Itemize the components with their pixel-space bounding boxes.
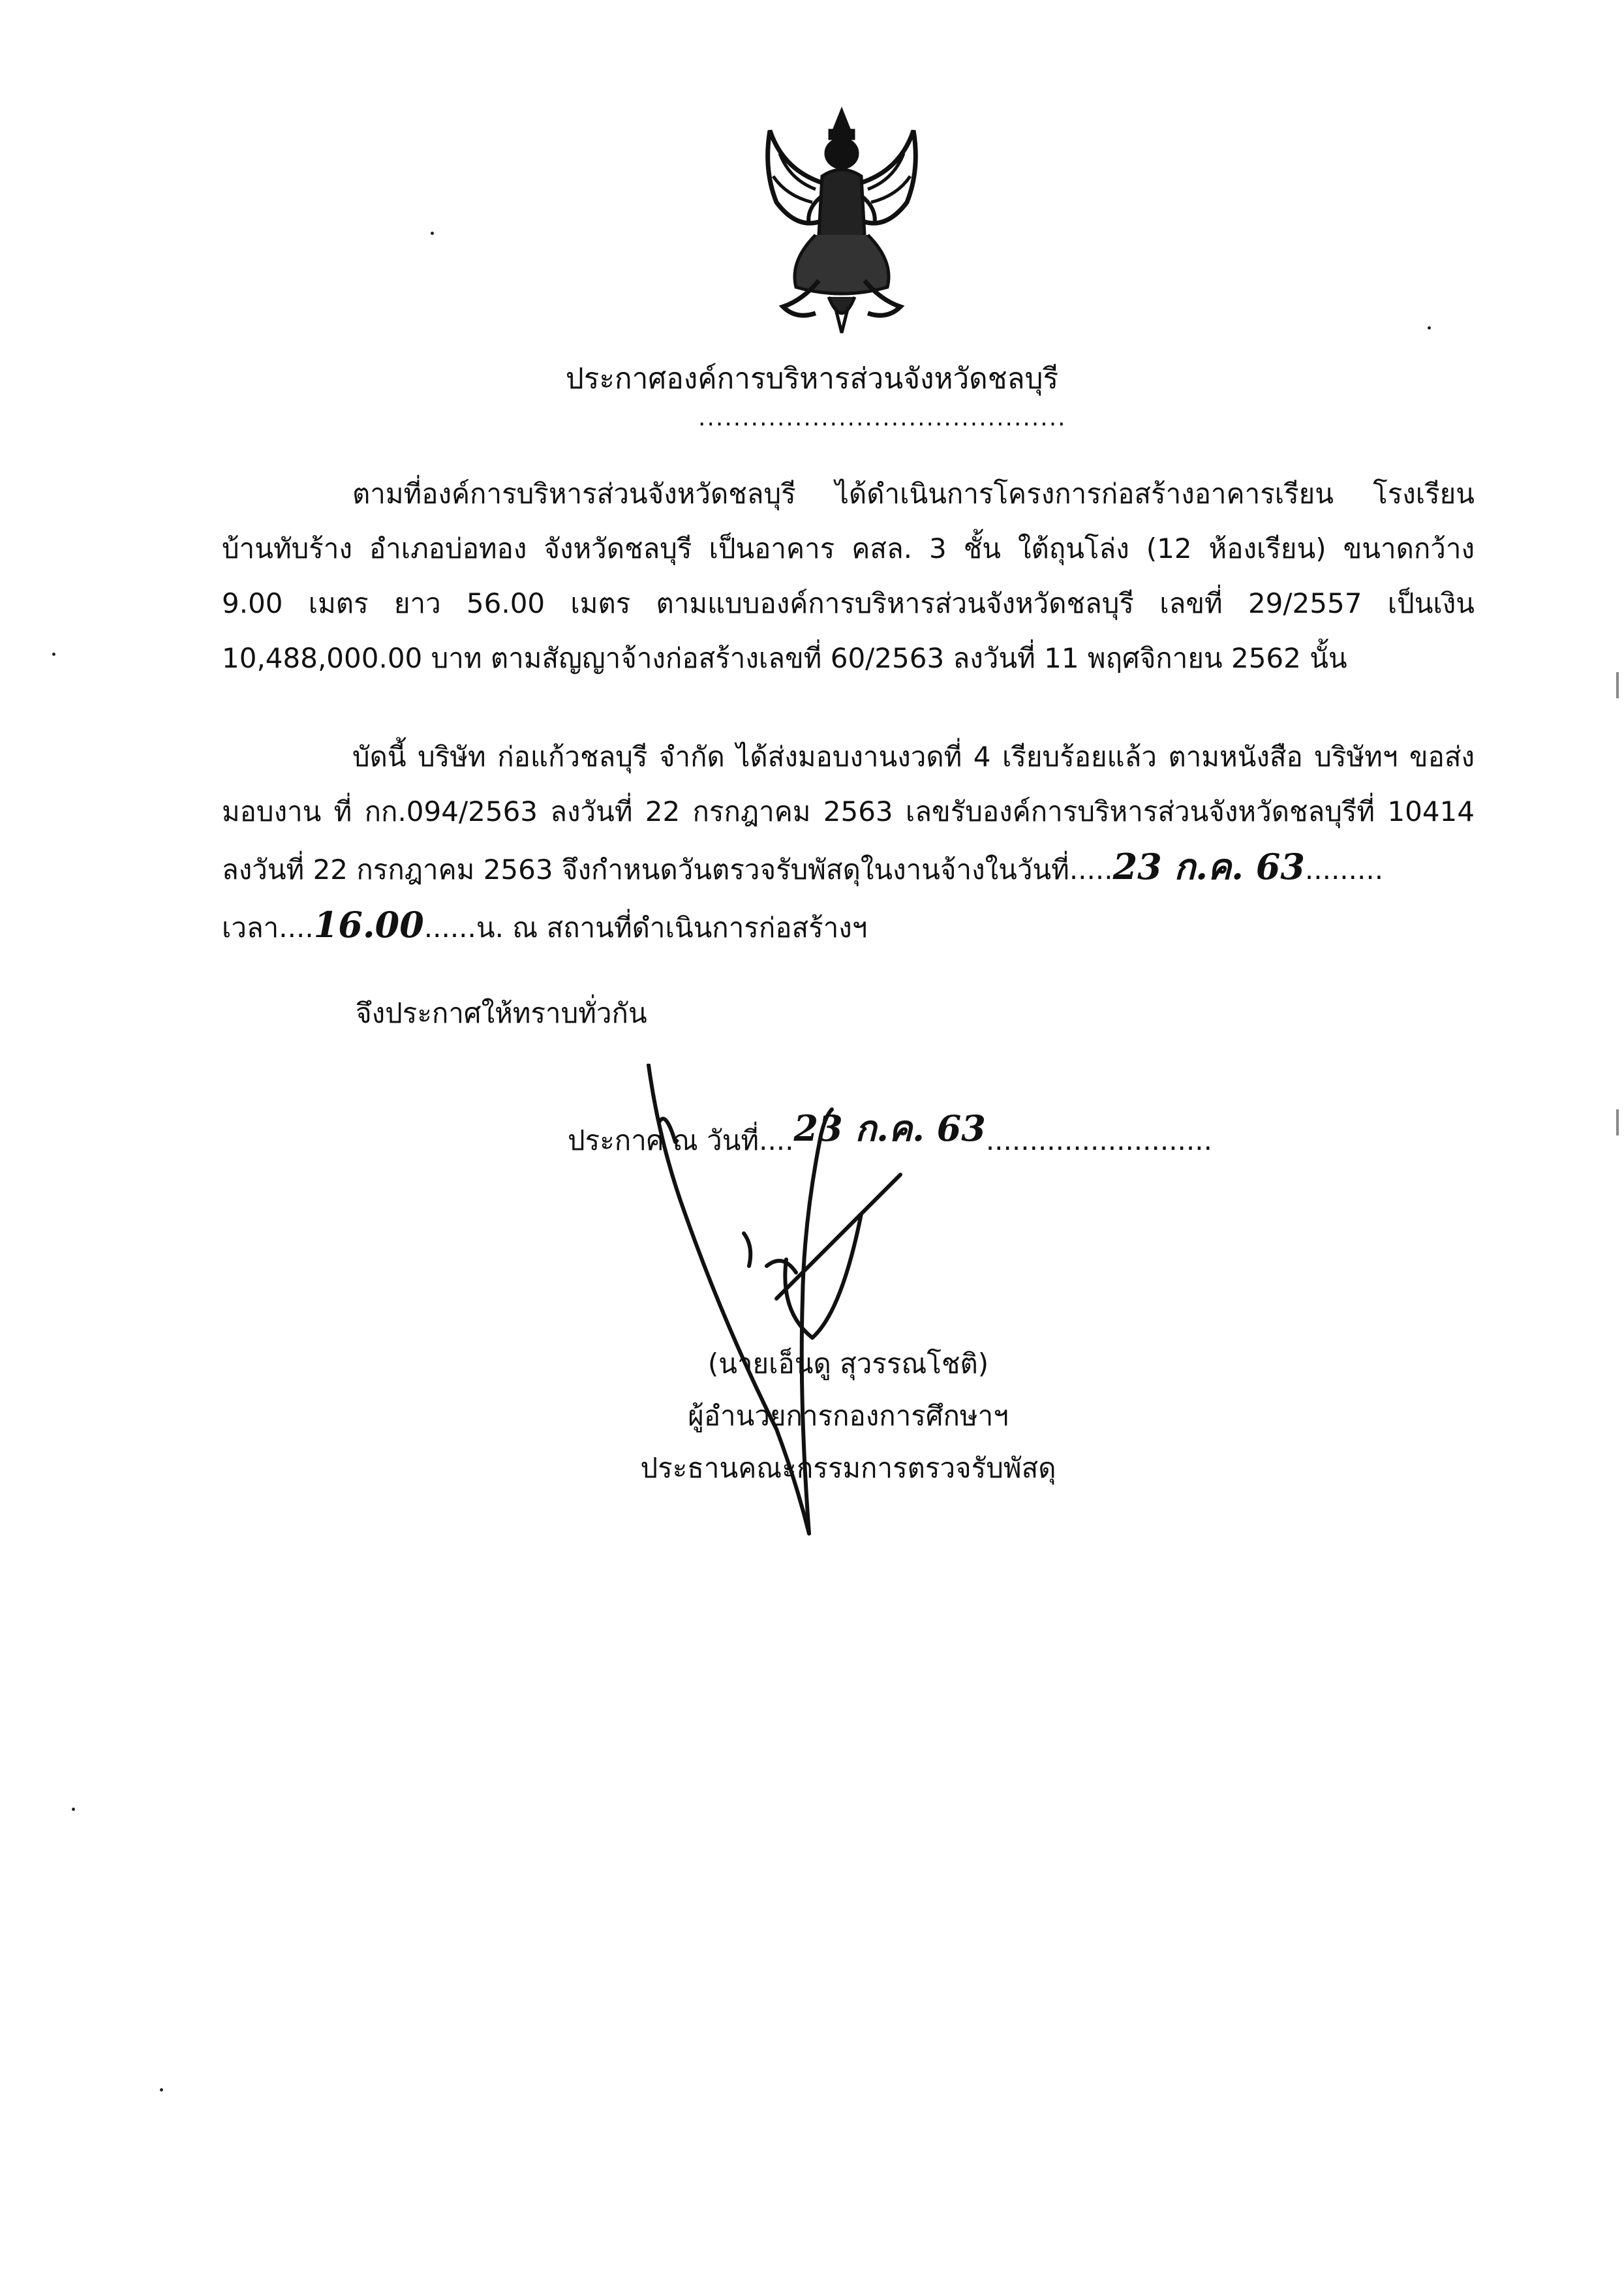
scan-edge-mark [1616,672,1619,698]
signatory-role: ประธานคณะกรรมการตรวจรับพัสดุ [640,1452,1056,1484]
announcement-date-line: ประกาศ ณ วันที่....23 ก.ค. 63.......................... [568,1107,1212,1156]
announcement-date-prefix: ประกาศ ณ วันที่ [568,1124,759,1156]
scan-speck [72,1808,75,1811]
scan-speck [160,2088,163,2091]
paragraph1-line1: ตามที่องค์การบริหารส่วนจังหวัดชลบุรี ได้ดำเนินการโครงการก่อสร้างอาคารเรียน โรงเรียน [352,478,1475,510]
scan-speck [52,653,55,656]
paragraph-inspection-schedule [222,730,1475,955]
scan-edge-mark [1616,1109,1619,1135]
signatory-name: (นายเอ็นดู สุวรรณโชติ) [707,1348,989,1380]
paragraph2-line3-prefix: ลงวันที่ 22 กรกฎาคม 2563 จึงกำหนดวันตรวจรับพัสดุในงานจ้างในวันที่ [222,854,1069,886]
paragraph2-line3: ลงวันที่ 22 กรกฎาคม 2563 จึงกำหนดวันตรวจรับพัสดุในงานจ้างในวันที่.....23 ก.ค. 63......... [222,846,1384,888]
closing-statement: จึงประกาศให้ทราบทั่วกัน [356,997,647,1029]
signatory-position: ผู้อำนวยการกองการศึกษาฯ [688,1400,1009,1432]
paragraph2-line4: เวลา....16.00......น. ณ สถานที่ดำเนินการก่อสร้างฯ [222,904,868,946]
paragraph1-line3: 9.00 เมตร ยาว 56.00 เมตร ตามแบบองค์การบริหารส่วนจังหวัดชลบุรี เลขที่ 29/2557 เป็นเงิน [222,587,1475,619]
announcement-title: ประกาศองค์การบริหารส่วนจังหวัดชลบุรี [565,362,1059,395]
paragraph2-line4-suffix: น. ณ สถานที่ดำเนินการก่อสร้างฯ [476,912,868,944]
garuda-emblem-icon [744,104,940,339]
signatory-block [639,1338,1057,1494]
paragraph1-line4: 10,488,000.00 บาท ตามสัญญาจ้างก่อสร้างเลขที่ 60/2563 ลงวันที่ 11 พฤศจิกายน 2562 นั้น [222,642,1347,674]
paragraph2-line1: บัดนี้ บริษัท ก่อแก้วชลบุรี จำกัด ได้ส่งมอบงานงวดที่ 4 เรียบร้อยแล้ว ตามหนังสือ บริษัทฯ ขอส่ง [352,741,1475,773]
handwritten-inspection-date: 23 ก.ค. 63 [1112,846,1305,888]
paragraph-project-details [222,467,1475,686]
handwritten-announcement-date: 23 ก.ค. 63 [793,1107,986,1149]
handwritten-inspection-time: 16.00 [313,904,424,946]
paragraph2-line4-prefix: เวลา [222,912,279,944]
title-divider: .......................................... [698,405,1067,431]
paragraph2-line2: มอบงาน ที่ กก.094/2563 ลงวันที่ 22 กรกฎาคม 2563 เลขรับองค์การบริหารส่วนจังหวัดชลบุรีที่ 10414 [222,795,1475,827]
scan-speck [431,232,434,235]
paragraph1-line2: บ้านทับร้าง อำเภอบ่อทอง จังหวัดชลบุรี เป็นอาคาร คสล. 3 ชั้น ใต้ถุนโล่ง (12 ห้องเรียน) ขนาดกว้าง [222,533,1475,564]
scan-speck [1428,326,1431,330]
